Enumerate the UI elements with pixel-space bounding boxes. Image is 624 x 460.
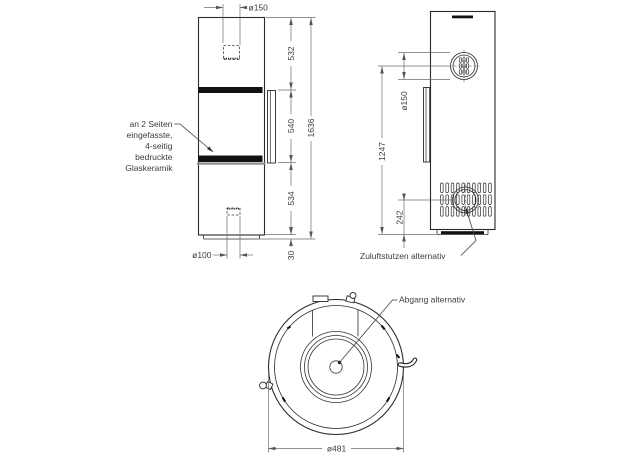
dim-front-lower-height: 534 bbox=[286, 191, 296, 206]
hinge-ring bbox=[260, 382, 273, 390]
side-dimensions bbox=[377, 53, 452, 249]
top-tab bbox=[313, 296, 328, 302]
dim-side-port-diameter: ø150 bbox=[399, 91, 409, 111]
top-view bbox=[260, 293, 466, 454]
front-body bbox=[199, 18, 265, 236]
abgang-label-text: Abgang alternativ bbox=[399, 294, 466, 305]
glass-note-line-5: Glaskeramik bbox=[125, 163, 173, 173]
glass-note-line-4: bedruckte bbox=[135, 152, 173, 162]
glass-note-line-2: eingefasste, bbox=[126, 130, 173, 140]
front-view bbox=[125, 3, 316, 261]
front-flue-hidden bbox=[224, 46, 240, 60]
side-view bbox=[360, 12, 495, 262]
glass-note-line-3: 4-seitig bbox=[145, 141, 173, 151]
dim-front-upper-height: 532 bbox=[286, 46, 296, 61]
glass-note-leader-line bbox=[174, 124, 213, 152]
top-rim-ticks bbox=[283, 326, 390, 402]
dim-side-inlet-center-height: 242 bbox=[394, 210, 405, 225]
top-dimensions bbox=[269, 372, 404, 454]
glass-note bbox=[125, 119, 214, 173]
glass-note-line-1: an 2 Seiten bbox=[129, 119, 173, 129]
top-inner-rings bbox=[301, 332, 372, 403]
front-dimensions bbox=[192, 3, 316, 261]
top-latch bbox=[346, 293, 356, 303]
dim-side-port-center-height: 1247 bbox=[377, 142, 387, 161]
dim-front-flue-diameter: ø150 bbox=[248, 2, 268, 13]
zuluft-label-text: Zuluftstutzen alternativ bbox=[360, 251, 446, 261]
dim-front-base-inlet-diameter: ø100 bbox=[192, 250, 212, 260]
top-outer-ring bbox=[269, 300, 404, 435]
side-glass-strip bbox=[424, 88, 430, 163]
front-plinth bbox=[204, 235, 260, 239]
dim-top-outer-diameter: ø481 bbox=[326, 443, 347, 454]
side-upper-port bbox=[449, 50, 480, 82]
dim-front-firebox-height: 540 bbox=[286, 118, 296, 134]
front-side-glass bbox=[268, 91, 276, 164]
front-air-inlet-hidden bbox=[227, 208, 240, 215]
side-top-slot bbox=[452, 16, 473, 19]
door-handle bbox=[397, 355, 416, 366]
side-plinth bbox=[437, 230, 488, 235]
front-firebox bbox=[197, 87, 276, 165]
dim-front-plinth-height: 30 bbox=[286, 250, 296, 261]
dim-front-total-height: 1636 bbox=[306, 118, 316, 138]
